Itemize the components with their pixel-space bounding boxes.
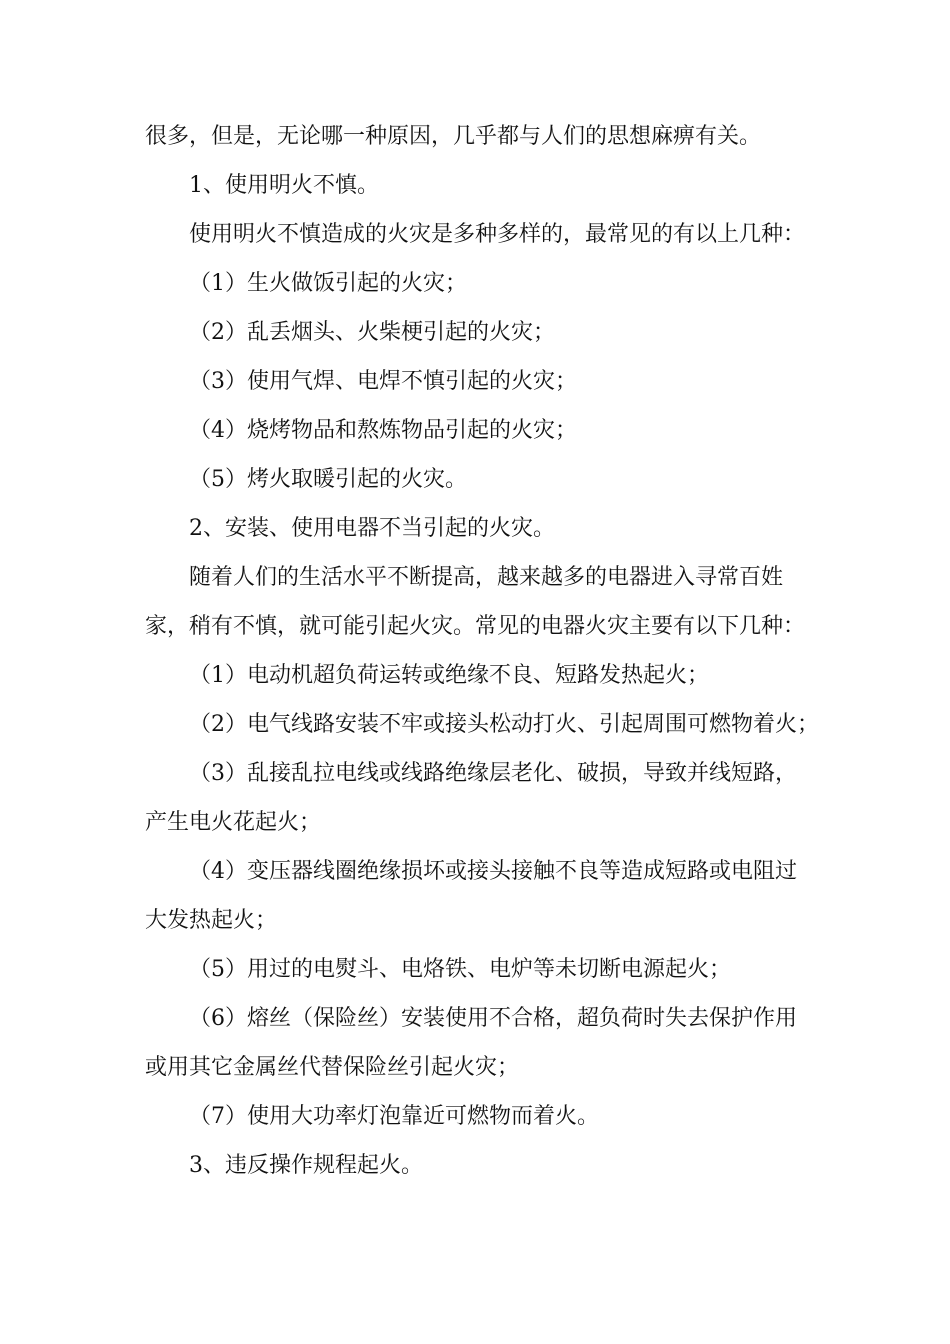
section-heading-2: 2、安装、使用电器不当引起的火灾。: [189, 516, 555, 541]
list-item: （7）使用大功率灯泡靠近可燃物而着火。: [189, 1104, 599, 1129]
list-item: （3）使用气焊、电焊不慎引起的火灾；: [189, 369, 577, 394]
list-item: （2）乱丢烟头、火柴梗引起的火灾；: [189, 320, 555, 345]
text-line: 随着人们的生活水平不断提高，越来越多的电器进入寻常百姓: [189, 565, 784, 590]
text-line: 很多，但是，无论哪一种原因，几乎都与人们的思想麻痹有关。: [145, 124, 762, 149]
text-line: 或用其它金属丝代替保险丝引起火灾；: [145, 1055, 520, 1080]
list-item: （2）电气线路安装不牢或接头松动打火、引起周围可燃物着火；: [189, 712, 819, 737]
text-line: 大发热起火；: [145, 908, 278, 933]
text-line: 家，稍有不慎，就可能引起火灾。常见的电器火灾主要有以下几种：: [145, 614, 806, 639]
document-body: [145, 112, 819, 1190]
list-item: （3）乱接乱拉电线或线路绝缘层老化、破损，导致并线短路，: [189, 761, 797, 786]
list-item: （4）烧烤物品和熬炼物品引起的火灾；: [189, 418, 577, 443]
list-item: （5）用过的电熨斗、电烙铁、电炉等未切断电源起火；: [189, 957, 731, 982]
list-item: （6）熔丝（保险丝）安装使用不合格，超负荷时失去保护作用: [189, 1006, 797, 1031]
list-item: （1）电动机超负荷运转或绝缘不良、短路发热起火；: [189, 663, 709, 688]
list-item: （1）生火做饭引起的火灾；: [189, 271, 467, 296]
section-heading-1: 1、使用明火不慎。: [189, 173, 379, 198]
list-item: （5）烤火取暖引起的火灾。: [189, 467, 467, 492]
text-line: 使用明火不慎造成的火灾是多种多样的，最常见的有以上几种：: [189, 222, 806, 247]
list-item: （4）变压器线圈绝缘损坏或接头接触不良等造成短路或电阻过: [189, 859, 797, 884]
section-heading-3: 3、违反操作规程起火。: [189, 1153, 423, 1178]
text-line: 产生电火花起火；: [145, 810, 322, 835]
